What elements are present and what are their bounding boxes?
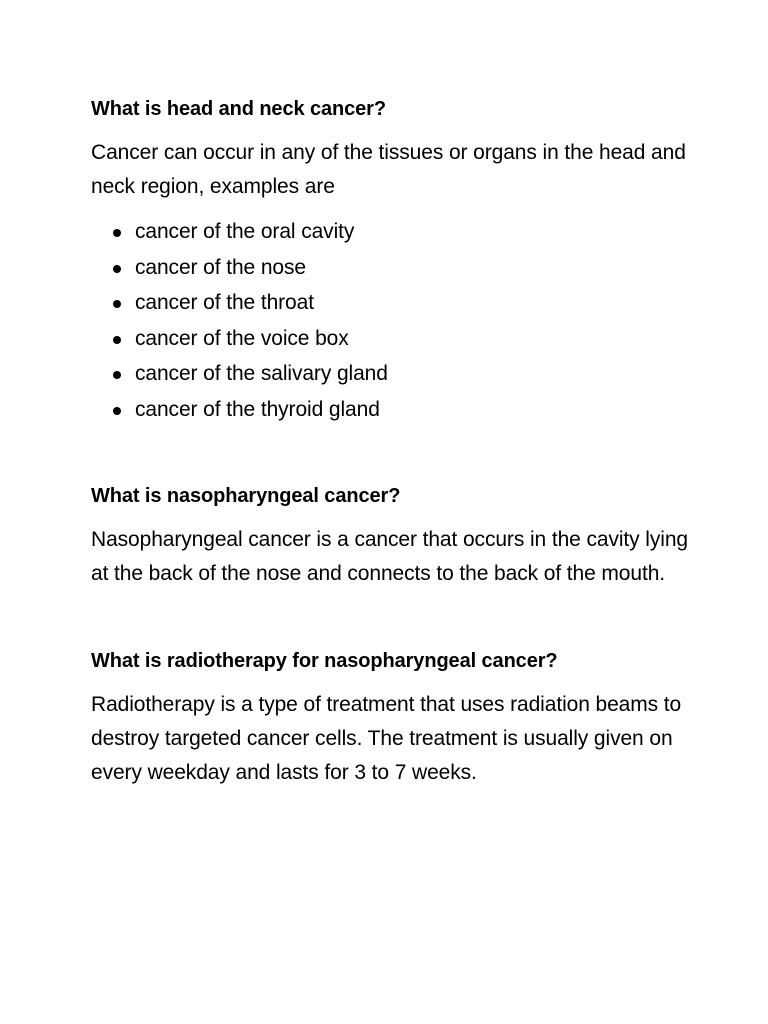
bullet-icon <box>113 407 121 415</box>
section-paragraph-radiotherapy: Radiotherapy is a type of treatment that uses radiation beams to destroy targeted cancer cells. The treatment is usually given on every weekday and lasts for 3 to 7 weeks. <box>91 693 682 784</box>
bullet-icon <box>113 229 121 237</box>
list-item-text: cancer of the thyroid gland <box>135 397 380 421</box>
section-heading-radiotherapy: What is radiotherapy for nasopharyngeal cancer? <box>91 650 558 672</box>
bullet-icon <box>113 265 121 273</box>
bullet-icon <box>113 300 121 308</box>
list-item <box>91 250 691 286</box>
list-item-text: cancer of the voice box <box>135 326 349 350</box>
bullet-icon <box>113 336 121 344</box>
bullet-icon <box>113 371 121 379</box>
list-item-text: cancer of the nose <box>135 255 306 279</box>
list-item <box>91 321 691 357</box>
list-item <box>91 392 691 428</box>
cancer-types-list <box>91 214 691 427</box>
document-content <box>91 92 691 790</box>
list-item <box>91 285 691 321</box>
list-item-text: cancer of the oral cavity <box>135 220 355 243</box>
list-item-text: cancer of the salivary gland <box>135 362 388 385</box>
section-paragraph-nasopharyngeal-cancer: Nasopharyngeal cancer is a cancer that occurs in the cavity lying at the back of the nose and connects to the back of the mouth. <box>91 528 688 585</box>
section-heading-nasopharyngeal-cancer: What is nasopharyngeal cancer? <box>91 485 401 507</box>
section-paragraph-head-neck-cancer: Cancer can occur in any of the tissues or organs in the head and neck region, examples are <box>91 141 686 198</box>
list-item-text: cancer of the throat <box>135 291 314 314</box>
list-item <box>91 356 691 392</box>
list-item <box>91 214 691 250</box>
section-heading-head-neck-cancer: What is head and neck cancer? <box>91 98 386 120</box>
